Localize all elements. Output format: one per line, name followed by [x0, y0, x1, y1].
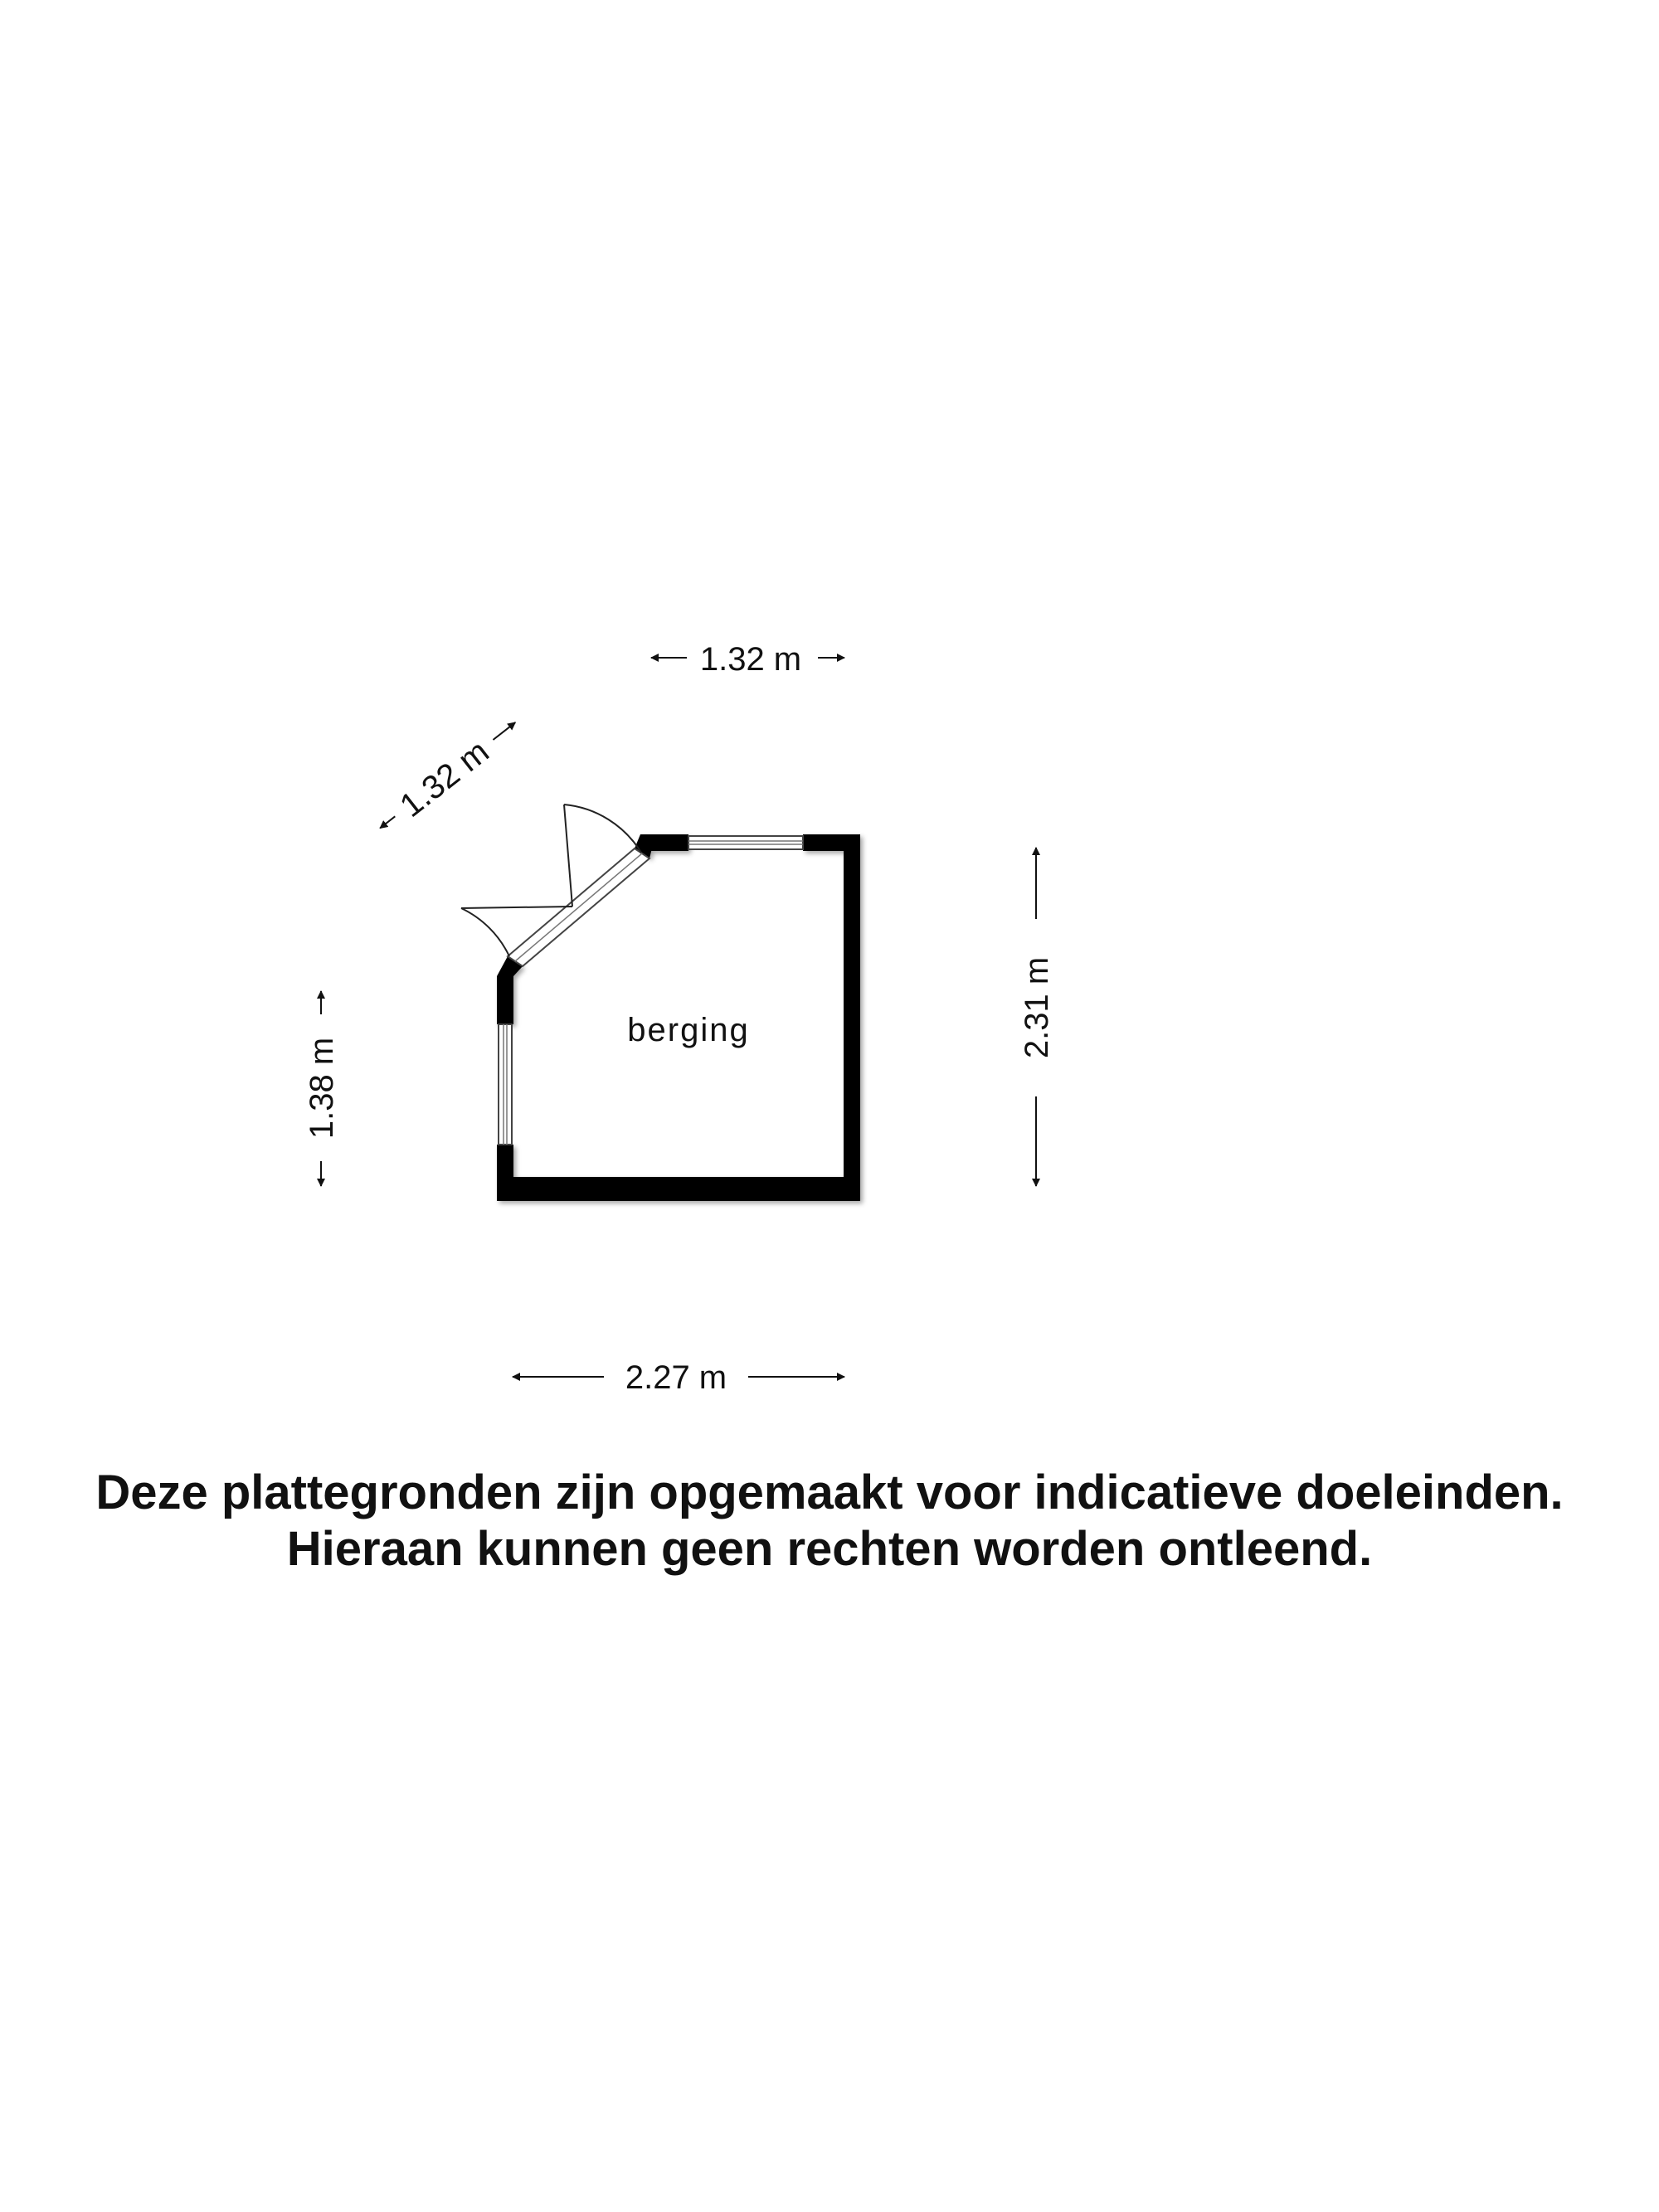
dimension-top-label: 1.32 m [699, 641, 802, 678]
disclaimer-line-2: Hieraan kunnen geen rechten worden ontleend. [286, 1522, 1373, 1576]
dimension-bottom [513, 1359, 844, 1396]
wall-left-lower [497, 1145, 513, 1201]
dimension-top [651, 641, 844, 678]
dimension-diagonal [369, 708, 527, 843]
dimension-bottom-label: 2.27 m [625, 1359, 727, 1396]
door-leaf-upper [564, 805, 572, 907]
dimension-right [1019, 848, 1055, 1186]
room-label: berging [627, 1012, 750, 1048]
wall-left-upper [497, 976, 513, 1024]
dimension-left-label: 1.38 m [304, 1037, 340, 1140]
dimension-right-label: 2.31 m [1019, 956, 1055, 1059]
window-top [688, 836, 803, 849]
door-swing-upper [564, 805, 641, 853]
window-left [499, 1024, 512, 1145]
dimension-diagonal-label: 1.32 m [393, 732, 496, 824]
disclaimer-line-1: Deze plattegronden zijn opgemaakt voor indicatieve doeleinden. [95, 1466, 1564, 1519]
dimension-left [304, 991, 340, 1186]
door-swing-lower [461, 908, 509, 956]
door-leaf-lower [461, 907, 572, 908]
